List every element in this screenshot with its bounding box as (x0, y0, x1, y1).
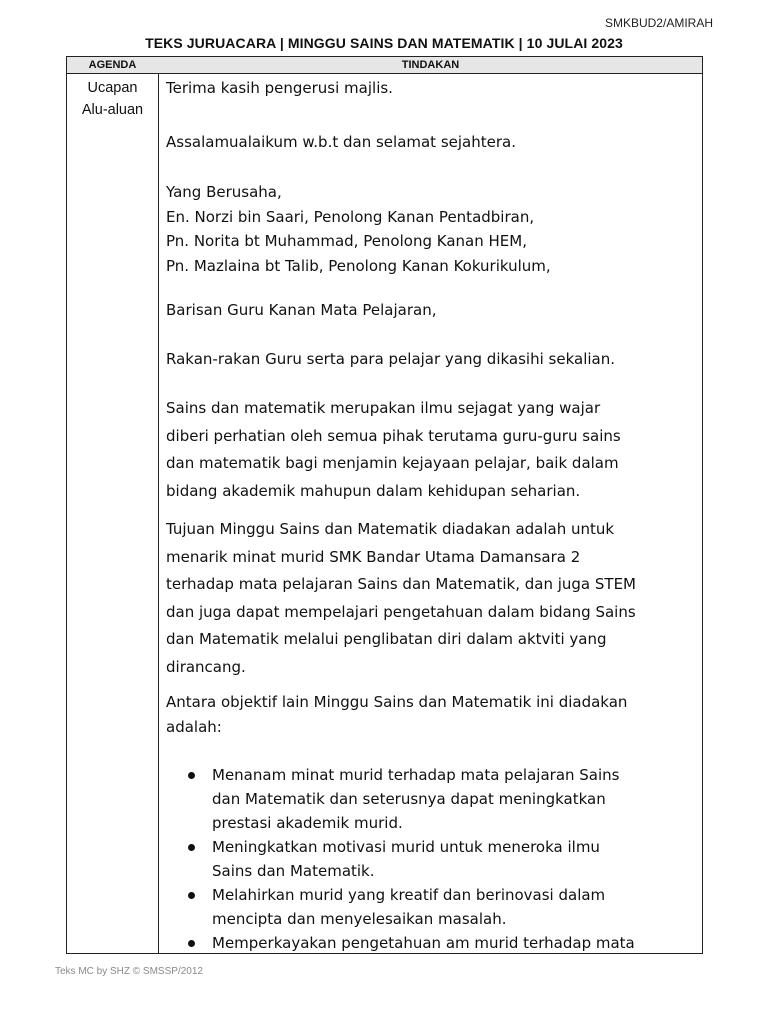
text-line: dan Matematik dan seterusnya dapat meningkatkan (212, 790, 606, 808)
table-header-row (67, 57, 702, 74)
text-line: Antara objektif lain Minggu Sains dan Matematik ini diadakan (166, 693, 628, 711)
text-line: prestasi akademik murid. (212, 814, 403, 832)
text-line: mencipta dan menyelesaikan masalah. (212, 910, 507, 928)
action-cell (159, 77, 694, 953)
document-title: TEKS JURUACARA | MINGGU SAINS DAN MATEMATIK | 10 JULAI 2023 (145, 35, 623, 51)
bullet-icon (188, 844, 195, 851)
text-line: menarik minat murid SMK Bandar Utama Damansara 2 (166, 547, 581, 566)
paragraph-objectives-intro (166, 690, 694, 739)
mc-script-table (66, 56, 703, 954)
text-line: diberi perhatian oleh semua pihak terutama guru-guru sains (166, 426, 621, 445)
text-line: dan matematik bagi menjamin kejayaan pelajar, baik dalam (166, 454, 619, 472)
text-line: terhadap mata pelajaran Sains dan Matematik, dan juga STEM (166, 575, 636, 593)
text-line: Terima kasih pengerusi majlis. (166, 79, 393, 97)
text-line: En. Norzi bin Saari, Penolong Kanan Pentadbiran, (166, 207, 535, 226)
text-line: dan juga dapat mempelajari pengetahuan dalam bidang Sains (166, 602, 636, 621)
paragraph-thanks (166, 77, 694, 99)
objective-item (166, 835, 694, 883)
bullet-icon (188, 772, 195, 779)
bullet-icon (188, 892, 195, 899)
text-line: Melahirkan murid yang kreatif dan berinovasi dalam (212, 886, 606, 904)
bullet-icon (188, 940, 195, 947)
text-line: dirancang. (166, 657, 246, 676)
paragraph-purpose (166, 516, 694, 681)
paragraph-teachers-students (166, 348, 694, 370)
text-line: bidang akademik mahupun dalam kehidupan seharian. (166, 481, 581, 500)
text-line: dan Matematik melalui penglibatan diri dalam aktviti yang (166, 630, 607, 648)
text-line: Menanam minat murid terhadap mata pelajaran Sains (212, 766, 620, 784)
agenda-cell (67, 77, 158, 121)
paragraph-greeting (166, 131, 694, 153)
objective-item (166, 763, 694, 835)
objective-item (166, 931, 694, 953)
paragraph-senior-teachers (166, 299, 694, 321)
paragraph-dignitaries (166, 180, 694, 279)
agenda-line: Ucapan (87, 80, 138, 96)
header-agenda: AGENDA (88, 59, 137, 71)
text-line: Barisan Guru Kanan Mata Pelajaran, (166, 301, 437, 319)
header-tindakan: TINDAKAN (401, 59, 460, 71)
objective-item (166, 883, 694, 931)
footer-credit: Teks MC by SHZ © SMSSP/2012 (55, 966, 203, 977)
text-line: Sains dan Matematik. (212, 862, 375, 880)
document-code: SMKBUD2/AMIRAH (604, 16, 713, 30)
objectives-list (166, 763, 694, 953)
text-line: Yang Berusaha, (166, 183, 282, 201)
text-line: Tujuan Minggu Sains dan Matematik diadakan adalah untuk (166, 520, 615, 538)
text-line: Pn. Norita bt Muhammad, Penolong Kanan HEM, (166, 232, 527, 251)
text-line: Memperkayakan pengetahuan am murid terhadap mata (212, 934, 635, 952)
agenda-line: Alu-aluan (81, 102, 144, 118)
text-line: Meningkatkan motivasi murid untuk meneroka ilmu (212, 838, 600, 856)
text-line: adalah: (166, 717, 222, 736)
text-line: Assalamualaikum w.b.t dan selamat sejahtera. (166, 133, 516, 151)
text-line: Pn. Mazlaina bt Talib, Penolong Kanan Kokurikulum, (166, 257, 551, 276)
paragraph-science-math (166, 395, 694, 505)
text-line: Sains dan matematik merupakan ilmu sejagat yang wajar (166, 399, 601, 417)
text-line: Rakan-rakan Guru serta para pelajar yang dikasihi sekalian. (166, 350, 615, 368)
